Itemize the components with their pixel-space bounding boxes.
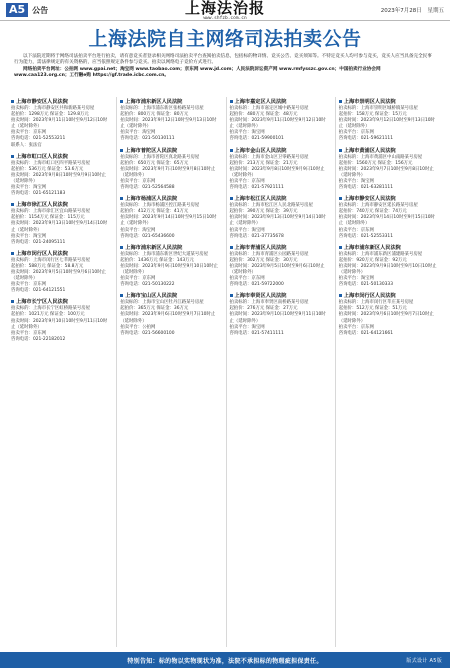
notice-line: 拍卖标的：上海市虹口区四平路某号房屋 [11,160,91,166]
auction-notice [339,293,439,337]
notice-line: 拍卖平台：淘宝网 [229,324,265,330]
notice-line: 拍卖标的：上海市宝山区牡丹江路某号房屋 [120,300,204,306]
notice-line: 拍卖标的：上海市静安区延长路某号房屋 [338,203,418,209]
notice-line: 拍卖标的：上海市徐汇区宜山路某号房屋 [11,209,91,215]
notice-line: 起拍价：1154万元 保证金：115万元 [11,215,85,221]
notice-line: 拍卖标的：上海市静安区共和新路某号房屋 [11,106,95,111]
dateline [377,6,444,14]
notice-line: 拍卖时间：2023年9月7日10时至9月8日10时止（延时除外） [338,166,434,178]
auction-notice [120,196,220,240]
notice-line: 起拍价：512万元 保证金：51万元 [338,306,407,312]
court-name: 上海市普陀区人民法院 [120,148,220,155]
auction-notice [339,99,439,143]
court-name: 上海市闵行区人民法院 [11,251,111,258]
notice-line: 拍卖平台：公拍网 [120,324,156,330]
footer-bar [0,652,450,668]
notice-line: 拍卖平台：淘宝网 [120,130,156,136]
top-bar [0,0,450,21]
notice-line: 起拍价：412万元 保证金：41万元 [120,209,189,215]
footer-notice: 特别告知：标的物以实物现状为准，法院不承担标的物瑕疵担保责任。 [127,657,323,665]
notice-line: 拍卖时间：2023年9月14日10时至9月15日10时止（延时除外） [120,215,217,227]
section-label: 公告 [32,5,49,15]
notice-line: 拍卖标的：上海市奉贤区南桥路某号房屋 [229,300,309,306]
auction-notice [11,299,111,343]
notice-line: 起拍价：800万元 保证金：80万元 [120,112,189,118]
court-name: 上海市闵行区人民法院 [339,293,439,300]
notice-line: 拍卖标的：上海市嘉定区城中路某号房屋 [229,106,309,111]
court-name: 上海市宝山区人民法院 [120,293,220,300]
site-url: www.shfzb.com.cn [203,16,247,21]
auction-notice [339,245,439,289]
notice-column [335,97,442,647]
court-name: 上海市奉贤区人民法院 [230,293,330,300]
notice-line: 起拍价：650万元 保证金：65万元 [120,160,189,166]
notice-line: 起拍价：920万元 保证金：92万元 [338,257,407,263]
notice-line: 拍卖平台：淘宝网 [11,233,47,239]
notice-column [8,97,114,647]
auction-notice [11,251,111,295]
auction-notice [230,293,330,337]
notice-line: 起拍价：1560万元 保证金：156万元 [338,160,413,166]
notice-line: 拍卖时间：2023年9月5日10时至9月6日10时止（延时除外） [11,269,106,282]
court-name: 上海市杨浦区人民法院 [120,196,220,203]
notice-line: 咨询电话：021-50130222 [120,282,175,288]
notice-line: 咨询电话：021-64121551 [11,288,66,294]
auction-notice [120,99,220,143]
notice-line: 拍卖平台：京东网 [229,178,265,184]
auction-notice [230,99,330,143]
auction-notice [339,148,439,192]
court-name: 上海市浦东新区人民法院 [339,245,439,252]
court-name: 上海市青浦区人民法院 [230,245,330,252]
notice-line: 拍卖平台：淘宝网 [338,178,374,184]
notice-line: 拍卖时间：2023年9月14日10时至9月15日10时止（延时除外） [338,215,435,227]
notice-line: 拍卖时间：2023年9月7日10时至9月8日10时止（延时除外） [120,166,216,178]
notice-line: 拍卖标的：上海市浦东新区张杨路某号房屋 [120,106,204,111]
notice-line: 拍卖标的：上海市闵行区七莘路某号房屋 [11,257,91,263]
notice-line: 咨询电话：021-22182012 [11,336,66,342]
notice-line: 咨询电话：021-63281111 [338,185,394,191]
notice-line: 起拍价：302万元 保证金：30万元 [229,257,298,263]
notice-line: 拍卖平台：京东网 [120,276,156,282]
issue-weekday: 星期五 [427,8,444,14]
notice-line: 拍卖时间：2023年9月10日10时至9月11日10时止（延时除外） [229,312,326,324]
intro-platforms: 网络拍卖平台网址：公拍网 www.gpai.net；淘宝网 www.taobao.com；京东网 www.jd.com；人民法院诉讼资产网 www.rmfysszc.gov.cn；中国拍卖行业协会网 www.caa123.org.cn；工行融e购 https://gf.trade.icbc.com.cn。 [14,66,381,79]
notice-line: 拍卖平台：京东网 [120,178,156,184]
notice-line: 拍卖标的：上海市崇明区城桥镇某号房屋 [338,106,418,111]
notice-line: 咨询电话：021-50130111 [120,136,175,142]
notice-line: 咨询电话：021-59722000 [229,282,284,288]
court-name: 上海市徐汇区人民法院 [11,202,111,209]
auction-notice [120,148,220,192]
court-name: 上海市松江区人民法院 [230,196,330,203]
notice-line: 起拍价：365万元 保证金：36万元 [120,306,189,312]
notice-line: 咨询电话：021-65121183 [11,191,66,197]
notice-line: 拍卖时间：2023年9月11日10时至9月12日10时止（延时除外） [11,118,108,130]
auction-notice [230,245,330,289]
notice-line: 拍卖标的：上海市松江区人民北路某号房屋 [229,203,313,209]
auction-notice [120,293,220,337]
intro-block [14,54,436,80]
notice-line: 拍卖时间：2023年9月12日10时至9月13日10时止（延时除外） [120,118,217,130]
notice-line: 拍卖标的：上海市闵行区莘庄某号房屋 [338,300,414,306]
court-name: 上海市金山区人民法院 [230,148,330,155]
court-name: 上海市黄浦区人民法院 [339,148,439,155]
notice-line: 咨询电话：021-56600100 [120,330,175,336]
notice-line: 起拍价：1298万元 保证金：129.8万元 [11,112,89,118]
notice-line: 拍卖时间：2023年9月8日10时至9月9日10时止（延时除外） [229,166,325,178]
notice-line: 拍卖标的：上海市普陀区真北路某号房屋 [120,154,200,160]
notice-line: 拍卖平台：淘宝网 [229,130,265,136]
auction-notice [11,154,111,198]
court-name: 上海市浦东新区人民法院 [120,245,220,252]
intro-paragraph: 以下法院近期将于网络司法拍卖平台进行拍卖，请有意竞买者登录相关网络司法拍卖平台查阅拍卖信息，包括标的物详情、竞买公告、竞买须知等。不特定竞买人均可参与竞买，竞买人应当具备完全民事行为能力，需法律规定的有关资格的，应当依照规定条件参与竞买。拍卖以网络电子竞价方式进行。 [14,54,432,66]
notice-line: 拍卖平台：淘宝网 [120,227,156,233]
notice-line: 拍卖标的：上海市浦东新区浦建路某号房屋 [338,251,423,257]
notice-line: 起拍价：390万元 保证金：39万元 [229,209,298,215]
court-name: 上海市静安区人民法院 [339,196,439,203]
notice-line: 拍卖标的：上海市浦东新区世纪大道某号房屋 [120,251,209,257]
page-headline: 上海法院自主网络司法拍卖公告 [88,28,362,50]
notice-line: 拍卖时间：2023年9月6日10时至9月7日10时止（延时除外） [338,312,434,324]
notice-column [116,97,223,647]
notice-line: 拍卖时间：2023年9月11日10时至9月12日10时止（延时除外） [229,118,326,130]
notice-line: 咨询电话：021-57411111 [229,330,284,336]
notice-line: 咨询电话：021-59621111 [338,136,394,142]
notice-line: 起拍价：536万元 保证金：53.6万元 [11,166,84,172]
masthead [150,1,300,21]
notice-line: 咨询电话：021-57921111 [229,185,284,191]
notice-line: 联系人：张法官 [11,142,42,148]
newspaper-logo: 上海法治报 [184,0,265,17]
notice-line: 拍卖标的：上海市青浦区公园路某号房屋 [229,251,309,257]
notice-line: 起拍价：1021万元 保证金：100万元 [11,312,85,318]
notice-line: 拍卖标的：上海市金山区卫零路某号房屋 [229,154,309,160]
court-name: 上海市静安区人民法院 [11,99,111,106]
auction-notice [120,245,220,289]
notice-line: 起拍价：276万元 保证金：27万元 [229,306,298,312]
notice-line: 起拍价：213万元 保证金：21万元 [229,160,298,166]
court-name: 上海市嘉定区人民法院 [230,99,330,106]
notice-line: 咨询电话：021-37735678 [229,233,284,239]
notice-line: 拍卖标的：上海市黄浦区中山南路某号房屋 [338,154,423,160]
notice-line: 拍卖平台：京东网 [338,130,374,136]
court-name: 上海市虹口区人民法院 [11,154,111,161]
auction-notice [11,202,111,246]
notice-column [226,97,333,647]
notice-line: 拍卖时间：2023年9月9日10时至9月10日10时止（延时除外） [120,263,219,275]
court-name: 上海市浦东新区人民法院 [120,99,220,106]
notice-line: 拍卖时间：2023年9月13日10时至9月14日10时止（延时除外） [11,221,108,233]
court-name: 上海市崇明区人民法院 [339,99,439,106]
notice-line: 拍卖标的：上海市杨浦区控江路某号房屋 [120,203,200,209]
notice-line: 拍卖时间：2023年9月6日10时至9月7日10时止（延时除外） [120,312,216,324]
footer-side-label: 版式设计 A5版 [406,657,442,664]
notice-line: 拍卖平台：京东网 [11,130,47,136]
notice-line: 咨询电话：021-64121661 [338,330,394,336]
notice-line: 拍卖平台：淘宝网 [229,227,265,233]
notice-line: 拍卖平台：京东网 [338,324,374,330]
notice-line: 咨询电话：021-24095111 [11,239,66,245]
auction-notice [339,196,439,240]
issue-date: 2023年7月28日 [380,8,422,14]
notice-line: 咨询电话：021-59900101 [229,136,284,142]
auction-notice [230,148,330,192]
notice-line: 拍卖平台：淘宝网 [338,276,374,282]
notice-line: 起拍价：158万元 保证金：15万元 [338,112,407,118]
court-name: 上海市长宁区人民法院 [11,299,111,306]
page-number-badge: A5 [6,3,28,17]
notice-line: 咨询电话：021-50130333 [338,282,394,288]
auction-notice [11,99,111,149]
notice-line: 拍卖时间：2023年9月8日10时至9月9日10时止（延时除外） [11,172,106,184]
notice-line: 拍卖时间：2023年9月9日10时至9月10日10时止（延时除外） [338,263,437,275]
notice-line: 起拍价：740万元 保证金：74万元 [338,209,407,215]
notice-line: 拍卖平台：京东网 [229,276,265,282]
notice-line: 拍卖时间：2023年9月13日10时至9月14日10时止（延时除外） [229,215,326,227]
notice-line: 起拍价：588万元 保证金：58.8万元 [11,263,84,269]
notice-line: 咨询电话：021-52553311 [338,233,394,239]
notice-line: 拍卖时间：2023年9月5日10时至9月6日10时止（延时除外） [229,263,325,275]
notice-line: 拍卖平台：京东网 [338,227,374,233]
notice-line: 拍卖平台：京东网 [11,330,47,336]
notice-line: 咨询电话：021-52564588 [120,185,175,191]
notice-line: 拍卖平台：淘宝网 [11,185,47,191]
notice-line: 咨询电话：021-65436600 [120,233,175,239]
notice-line: 起拍价：480万元 保证金：48万元 [229,112,298,118]
notice-line: 拍卖平台：京东网 [11,282,47,288]
notice-line: 拍卖标的：上海市长宁区虹桥路某号房屋 [11,306,91,312]
notice-line: 拍卖时间：2023年9月10日10时至9月11日10时止（延时除外） [11,318,108,330]
auction-columns [8,97,442,647]
notice-line: 拍卖时间：2023年9月12日10时至9月13日10时止（延时除外） [338,118,435,130]
notice-line: 起拍价：1436万元 保证金：143万元 [120,257,194,263]
auction-notice [230,196,330,240]
notice-line: 咨询电话：021-52553211 [11,136,66,142]
